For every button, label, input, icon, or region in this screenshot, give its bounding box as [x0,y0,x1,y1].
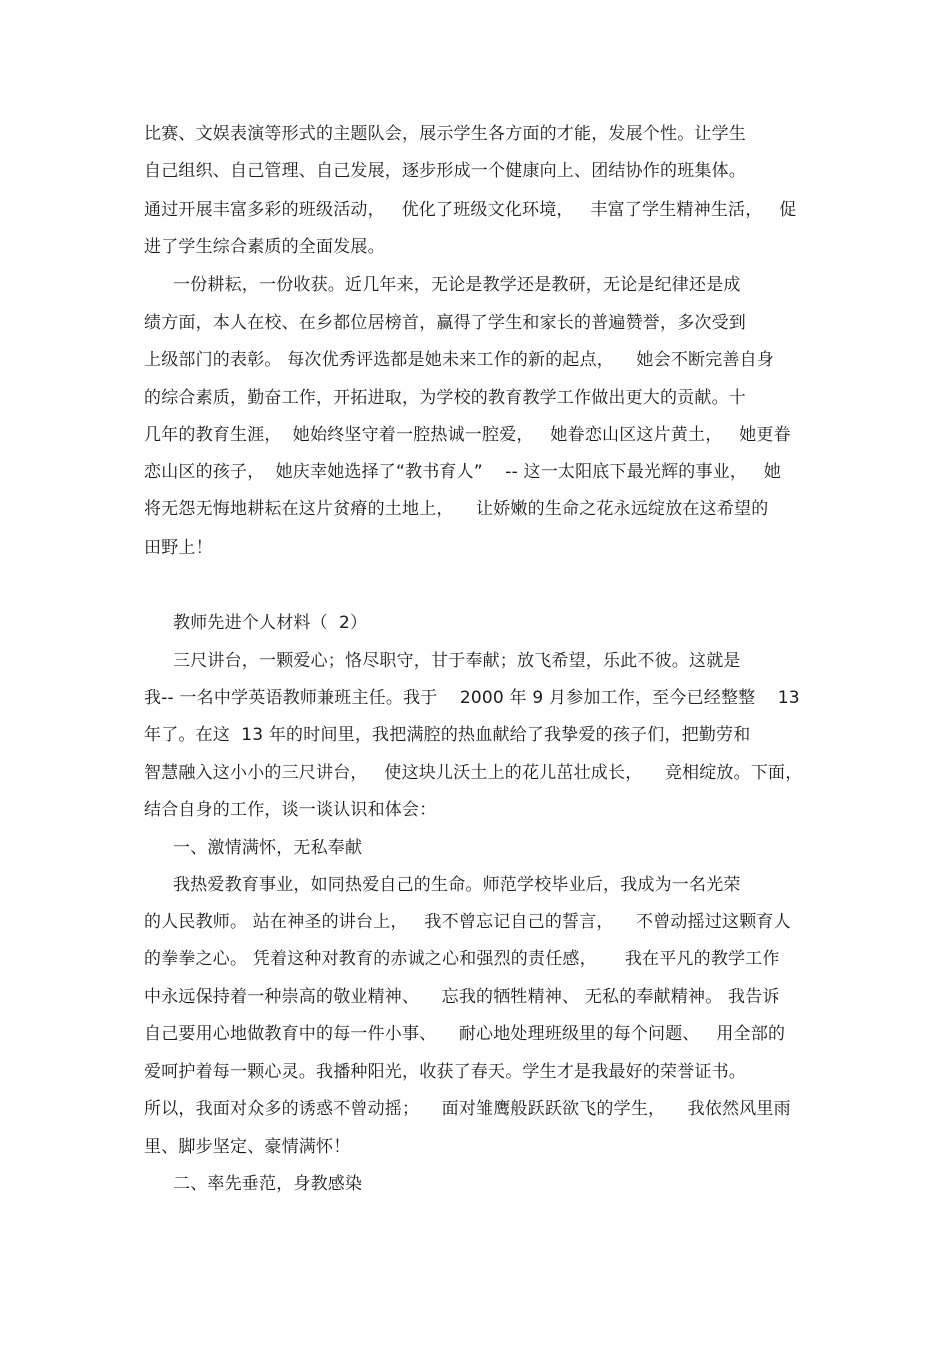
paragraph-line: 年了。在这 13 年的时间里，我把满腔的热血献给了我挚爱的孩子们，把勤劳和 [144,725,751,745]
paragraph-line: 恋山区的孩子， 她庆幸她选择了“教书育人” -- 这一太阳底下最光辉的事业， 她 [144,462,782,482]
section-heading: 教师先进个人材料（ 2） [173,613,368,633]
paragraph-line: 三尺讲台，一颗爱心；恪尽职守，甘于奉献；放飞希望，乐此不彼。这就是 [173,651,741,671]
subheading: 一、激情满怀，无私奉献 [173,838,363,858]
subheading: 二、率先垂范，身教感染 [173,1174,363,1194]
paragraph-line: 上级部门的表彰。 每次优秀评选都是她未来工作的新的起点， 她会不断完善自身 [144,350,775,370]
paragraph-line: 我-- 一名中学英语教师兼班主任。我于 2000 年 9 月参加工作，至今已经整整 13 [144,688,800,708]
paragraph-line: 田野上！ [144,538,213,558]
paragraph-line: 几年的教育生涯， 她始终坚守着一腔热诚一腔爱， 她眷恋山区这片黄土， 她更眷 [144,425,791,445]
paragraph-line: 进了学生综合素质的全面发展。 [144,237,385,257]
paragraph-line: 里、脚步坚定、豪情满怀！ [144,1137,351,1157]
paragraph-line: 爱呵护着每一颗心灵。我播种阳光，收获了春天。学生才是我最好的荣誉证书。 [144,1062,746,1082]
paragraph-line: 结合自身的工作，谈一谈认识和体会： [144,800,437,820]
paragraph-line: 的综合素质，勤奋工作，开拓进取，为学校的教育教学工作做出更大的贡献。十 [144,388,746,408]
paragraph-line: 通过开展丰富多彩的班级活动， 优化了班级文化环境， 丰富了学生精神生活， 促 [144,200,797,220]
paragraph-line: 中永远保持着一种崇高的敬业精神、 忘我的牺牲精神、 无私的奉献精神。 我告诉 [144,987,780,1007]
paragraph-line: 的拳拳之心。 凭着这种对教育的赤诚之心和强烈的责任感， 我在平凡的教学工作 [144,949,780,969]
paragraph-line: 自己组织、自己管理、自己发展，逐步形成一个健康向上、团结协作的班集体。 [144,161,746,181]
paragraph-line: 一份耕耘，一份收获。近几年来，无论是教学还是教研，无论是纪律还是成 [173,275,741,295]
paragraph-line: 绩方面，本人在校、在乡都位居榜首，赢得了学生和家长的普遍赞誉，多次受到 [144,313,746,333]
paragraph-line: 比赛、文娱表演等形式的主题队会，展示学生各方面的才能，发展个性。让学生 [144,124,746,144]
paragraph-line: 所以，我面对众多的诱惑不曾动摇； 面对雏鹰般跃跃欲飞的学生， 我依然风里雨 [144,1099,791,1119]
paragraph-line: 自己要用心地做教育中的每一件小事、 耐心地处理班级里的每个问题、 用全部的 [144,1024,786,1044]
paragraph-line: 将无怨无悔地耕耘在这片贫瘠的土地上， 让娇嫩的生命之花永远绽放在这希望的 [144,499,769,519]
paragraph-line: 我热爱教育事业，如同热爱自己的生命。师范学校毕业后，我成为一名光荣 [173,875,741,895]
paragraph-line: 的人民教师。 站在神圣的讲台上， 我不曾忘记自己的誓言， 不曾动摇过这颗育人 [144,912,791,932]
paragraph-line: 智慧融入这小小的三尺讲台， 使这块儿沃土上的花儿茁壮成长， 竞相绽放。下面， [144,763,803,783]
